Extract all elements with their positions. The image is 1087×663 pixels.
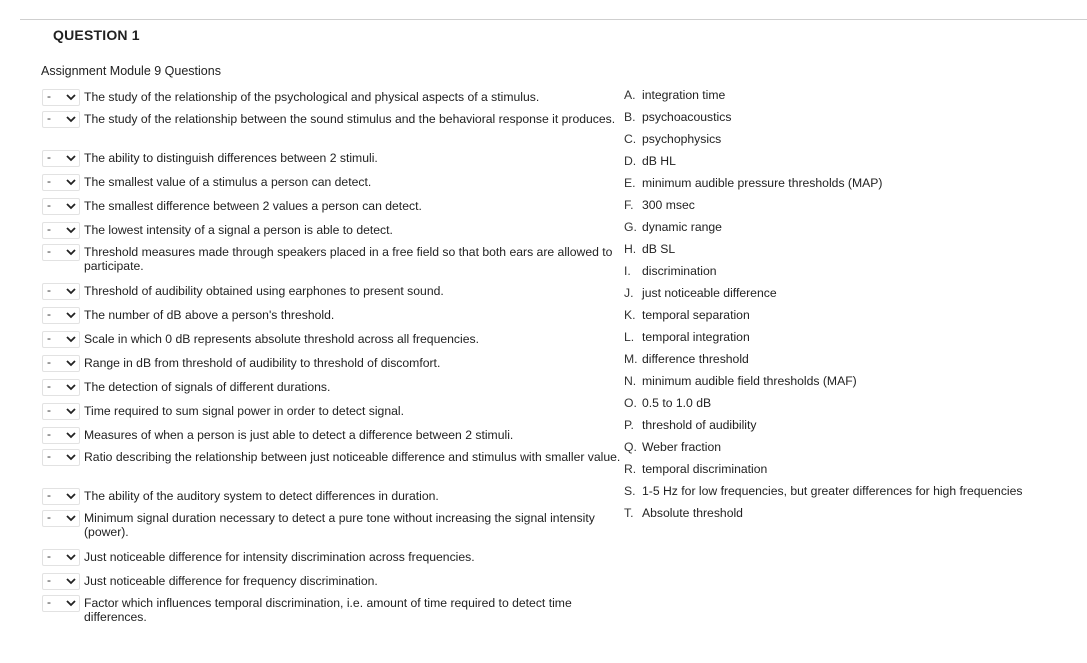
option-letter: B.	[624, 110, 636, 124]
answer-select-value: -	[47, 403, 51, 417]
answer-option	[624, 198, 695, 212]
prompt-text: The number of dB above a person's threshold.	[84, 308, 335, 322]
answer-option	[624, 154, 676, 168]
answer-select-value: -	[47, 379, 51, 393]
option-letter: K.	[624, 308, 636, 322]
answer-select-value: -	[47, 355, 51, 369]
chevron-down-icon	[66, 336, 76, 343]
answer-select[interactable]	[42, 283, 80, 300]
chevron-down-icon	[66, 179, 76, 186]
option-text: dynamic range	[642, 220, 722, 234]
match-row	[42, 379, 622, 396]
chevron-down-icon	[66, 493, 76, 500]
chevron-down-icon	[66, 203, 76, 210]
answer-select[interactable]	[42, 307, 80, 324]
answer-option	[624, 396, 711, 410]
answer-select[interactable]	[42, 573, 80, 590]
option-letter: D.	[624, 154, 637, 168]
answer-option	[624, 308, 750, 322]
option-letter: Q.	[624, 440, 637, 454]
answer-option	[624, 374, 857, 388]
match-row	[42, 111, 622, 128]
answer-select-value: -	[47, 427, 51, 441]
option-letter: F.	[624, 198, 634, 212]
answer-select-value: -	[47, 244, 51, 258]
answer-select[interactable]	[42, 379, 80, 396]
answer-select[interactable]	[42, 89, 80, 106]
prompt-text: The study of the relationship between the sound stimulus and the behavioral response it produces.	[84, 112, 616, 126]
option-text: difference threshold	[642, 352, 749, 366]
answer-select-value: -	[47, 198, 51, 212]
answer-select[interactable]	[42, 595, 80, 612]
match-row	[42, 331, 622, 348]
prompt-text: Range in dB from threshold of audibility to threshold of discomfort.	[84, 356, 441, 370]
answer-select-value: -	[47, 549, 51, 563]
answer-option	[624, 242, 675, 256]
answer-select-value: -	[47, 573, 51, 587]
answer-option	[624, 462, 767, 476]
answer-option	[624, 286, 777, 300]
match-row	[42, 355, 622, 372]
prompt-text: The detection of signals of different durations.	[84, 380, 331, 394]
answer-select[interactable]	[42, 427, 80, 444]
answer-option	[624, 484, 1023, 498]
chevron-down-icon	[66, 312, 76, 319]
option-text: 1-5 Hz for low frequencies, but greater differences for high frequencies	[642, 484, 1023, 498]
answer-select[interactable]	[42, 355, 80, 372]
option-letter: A.	[624, 88, 636, 102]
option-text: dB SL	[642, 242, 676, 256]
prompt-text: Just noticeable difference for frequency discrimination.	[84, 574, 378, 588]
answer-option	[624, 264, 717, 278]
option-text: threshold of audibility	[642, 418, 757, 432]
option-text: psychoacoustics	[642, 110, 732, 124]
prompt-text: Measures of when a person is just able to detect a difference between 2 stimuli.	[84, 428, 514, 442]
match-row	[42, 549, 622, 566]
option-letter: J.	[624, 286, 634, 300]
chevron-down-icon	[66, 227, 76, 234]
option-text: Weber fraction	[642, 440, 722, 454]
option-text: integration time	[642, 88, 726, 102]
answer-option	[624, 440, 721, 454]
prompt-text: The ability to distinguish differences between 2 stimuli.	[84, 151, 378, 165]
chevron-down-icon	[66, 155, 76, 162]
match-row	[42, 198, 622, 215]
answer-select[interactable]	[42, 488, 80, 505]
answer-select[interactable]	[42, 403, 80, 420]
chevron-down-icon	[66, 515, 76, 522]
answer-select[interactable]	[42, 198, 80, 215]
match-row	[42, 449, 622, 466]
prompt-text: The lowest intensity of a signal a person is able to detect.	[84, 223, 393, 237]
answer-select[interactable]	[42, 510, 80, 527]
chevron-down-icon	[66, 554, 76, 561]
option-letter: H.	[624, 242, 637, 256]
option-text: 300 msec	[642, 198, 695, 212]
match-row	[42, 150, 622, 167]
option-letter: N.	[624, 374, 637, 388]
chevron-down-icon	[66, 432, 76, 439]
prompt-text: Ratio describing the relationship between just noticeable difference and stimulus with smaller value.	[84, 450, 621, 464]
answer-select-value: -	[47, 307, 51, 321]
option-text: Absolute threshold	[642, 506, 743, 520]
answer-option	[624, 110, 731, 124]
match-row	[42, 89, 622, 106]
option-text: temporal separation	[642, 308, 750, 322]
option-text: psychophysics	[642, 132, 722, 146]
answer-select[interactable]	[42, 244, 80, 261]
answer-select[interactable]	[42, 174, 80, 191]
answer-select[interactable]	[42, 331, 80, 348]
chevron-down-icon	[66, 116, 76, 123]
answer-select-value: -	[47, 331, 51, 345]
prompt-text: The ability of the auditory system to detect differences in duration.	[84, 489, 439, 503]
prompt-text: The study of the relationship of the psychological and physical aspects of a stimulus.	[84, 90, 540, 104]
answer-select[interactable]	[42, 111, 80, 128]
prompt-text: Threshold measures made through speakers placed in a free field so that both ears are allowed to participate.	[84, 245, 613, 273]
option-letter: C.	[624, 132, 637, 146]
answer-option	[624, 330, 750, 344]
chevron-down-icon	[66, 600, 76, 607]
answer-select[interactable]	[42, 150, 80, 167]
chevron-down-icon	[66, 94, 76, 101]
answer-option	[624, 176, 882, 190]
option-letter: R.	[624, 462, 637, 476]
option-text: minimum audible field thresholds (MAF)	[642, 374, 857, 388]
chevron-down-icon	[66, 578, 76, 585]
prompt-text: Scale in which 0 dB represents absolute threshold across all frequencies.	[84, 332, 479, 346]
prompt-text: Time required to sum signal power in order to detect signal.	[84, 404, 404, 418]
match-row	[42, 222, 622, 239]
answer-select-value: -	[47, 89, 51, 103]
prompt-text: Factor which influences temporal discrimination, i.e. amount of time required to detect time differences.	[84, 596, 572, 624]
chevron-down-icon	[66, 288, 76, 295]
option-text: dB HL	[642, 154, 676, 168]
option-text: temporal discrimination	[642, 462, 768, 476]
option-letter: T.	[624, 506, 634, 520]
match-row	[42, 427, 622, 444]
prompt-text: Minimum signal duration necessary to detect a pure tone without increasing the signal intensity (power).	[84, 511, 595, 539]
option-text: minimum audible pressure thresholds (MAP)	[642, 176, 883, 190]
answer-select[interactable]	[42, 222, 80, 239]
option-letter: E.	[624, 176, 636, 190]
top-divider	[20, 19, 1087, 20]
match-row	[42, 595, 622, 624]
option-text: just noticeable difference	[642, 286, 777, 300]
option-letter: S.	[624, 484, 636, 498]
answer-select-value: -	[47, 488, 51, 502]
answer-select-value: -	[47, 174, 51, 188]
option-text: temporal integration	[642, 330, 750, 344]
prompt-text: The smallest value of a stimulus a person can detect.	[84, 175, 372, 189]
option-letter: P.	[624, 418, 634, 432]
answer-select-value: -	[47, 111, 51, 125]
answer-select-value: -	[47, 283, 51, 297]
match-row	[42, 403, 622, 420]
match-row	[42, 307, 622, 324]
answer-option	[624, 352, 749, 366]
match-row	[42, 244, 622, 273]
option-letter: I.	[624, 264, 631, 278]
answer-select-value: -	[47, 595, 51, 609]
answer-select[interactable]	[42, 449, 80, 466]
answer-option	[624, 220, 722, 234]
answer-option	[624, 418, 757, 432]
match-row	[42, 174, 622, 191]
answer-select-value: -	[47, 222, 51, 236]
answer-select[interactable]	[42, 549, 80, 566]
chevron-down-icon	[66, 360, 76, 367]
answer-select-value: -	[47, 510, 51, 524]
chevron-down-icon	[66, 249, 76, 256]
answer-select-value: -	[47, 449, 51, 463]
match-row	[42, 573, 622, 590]
match-row	[42, 510, 622, 539]
chevron-down-icon	[66, 454, 76, 461]
prompt-text: Threshold of audibility obtained using earphones to present sound.	[84, 284, 444, 298]
chevron-down-icon	[66, 384, 76, 391]
prompt-text: Just noticeable difference for intensity discrimination across frequencies.	[84, 550, 475, 564]
answer-option	[624, 132, 721, 146]
option-letter: L.	[624, 330, 635, 344]
option-letter: O.	[624, 396, 637, 410]
prompt-text: The smallest difference between 2 values a person can detect.	[84, 199, 422, 213]
question-title: QUESTION 1	[53, 27, 140, 43]
match-row	[42, 283, 622, 300]
answer-select-value: -	[47, 150, 51, 164]
chevron-down-icon	[66, 408, 76, 415]
answer-option	[624, 506, 743, 520]
answer-option	[624, 88, 725, 102]
option-letter: M.	[624, 352, 638, 366]
assignment-title: Assignment Module 9 Questions	[41, 64, 221, 78]
match-row	[42, 488, 622, 505]
option-text: discrimination	[642, 264, 717, 278]
option-letter: G.	[624, 220, 637, 234]
option-text: 0.5 to 1.0 dB	[642, 396, 712, 410]
